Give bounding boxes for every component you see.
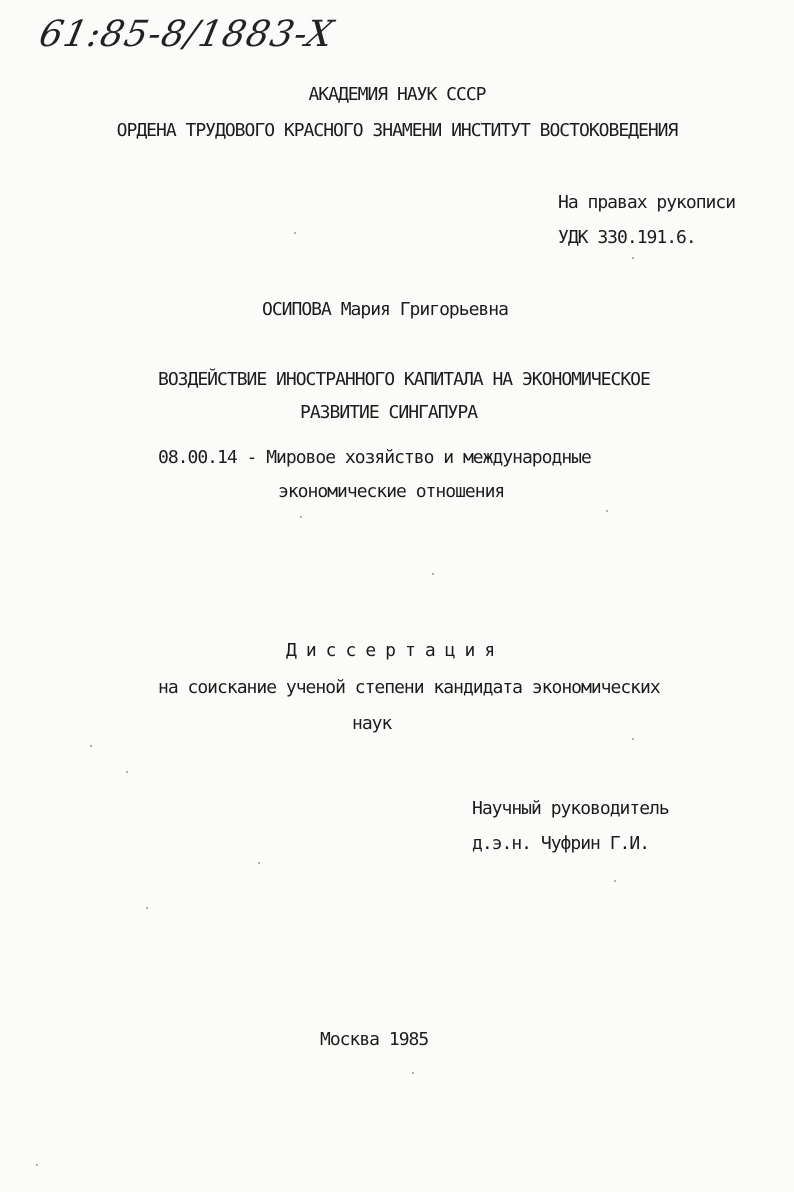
dissertation-heading: Диссертация xyxy=(286,640,505,661)
scan-speck xyxy=(632,738,634,740)
institute-name: ОРДЕНА ТРУДОВОГО КРАСНОГО ЗНАМЕНИ ИНСТИТУТ ВОСТОКОВЕДЕНИЯ xyxy=(116,120,678,141)
title-line-1: ВОЗДЕЙСТВИЕ ИНОСТРАННОГО КАПИТАЛА НА ЭКОНОМИЧЕСКОЕ xyxy=(158,369,650,390)
supervisor-label: Научный руководитель xyxy=(472,798,669,819)
scan-speck xyxy=(146,907,148,909)
scan-speck xyxy=(614,880,616,882)
specialty-line-1: 08.00.14 - Мировое хозяйство и международные xyxy=(158,447,591,468)
scan-speck xyxy=(632,257,634,259)
city-year: Москва 1985 xyxy=(320,1029,429,1050)
specialty-line-2: экономические отношения xyxy=(278,481,505,502)
scan-speck xyxy=(300,516,302,518)
dissertation-line-2: наук xyxy=(352,713,392,734)
scan-speck xyxy=(294,232,296,234)
scan-speck xyxy=(36,1164,38,1166)
scan-speck xyxy=(90,745,92,747)
scan-speck xyxy=(432,573,434,575)
supervisor-name: д.э.н. Чуфрин Г.И. xyxy=(472,833,650,854)
author-name: ОСИПОВА Мария Григорьевна xyxy=(262,299,508,320)
handwritten-catalog-number: 61:85-8/1883-X xyxy=(35,14,338,55)
dissertation-line-1: на соискание ученой степени кандидата экономических xyxy=(158,677,660,698)
scan-speck xyxy=(606,510,608,512)
scan-speck xyxy=(412,1072,414,1074)
title-line-2: РАЗВИТИЕ СИНГАПУРА xyxy=(300,402,478,423)
udc-code: УДК 330.191.6. xyxy=(558,227,696,248)
manuscript-rights: На правах рукописи xyxy=(558,192,736,213)
academy-name: АКАДЕМИЯ НАУК СССР xyxy=(308,84,486,105)
scan-speck xyxy=(258,862,260,864)
scan-speck xyxy=(126,771,128,773)
